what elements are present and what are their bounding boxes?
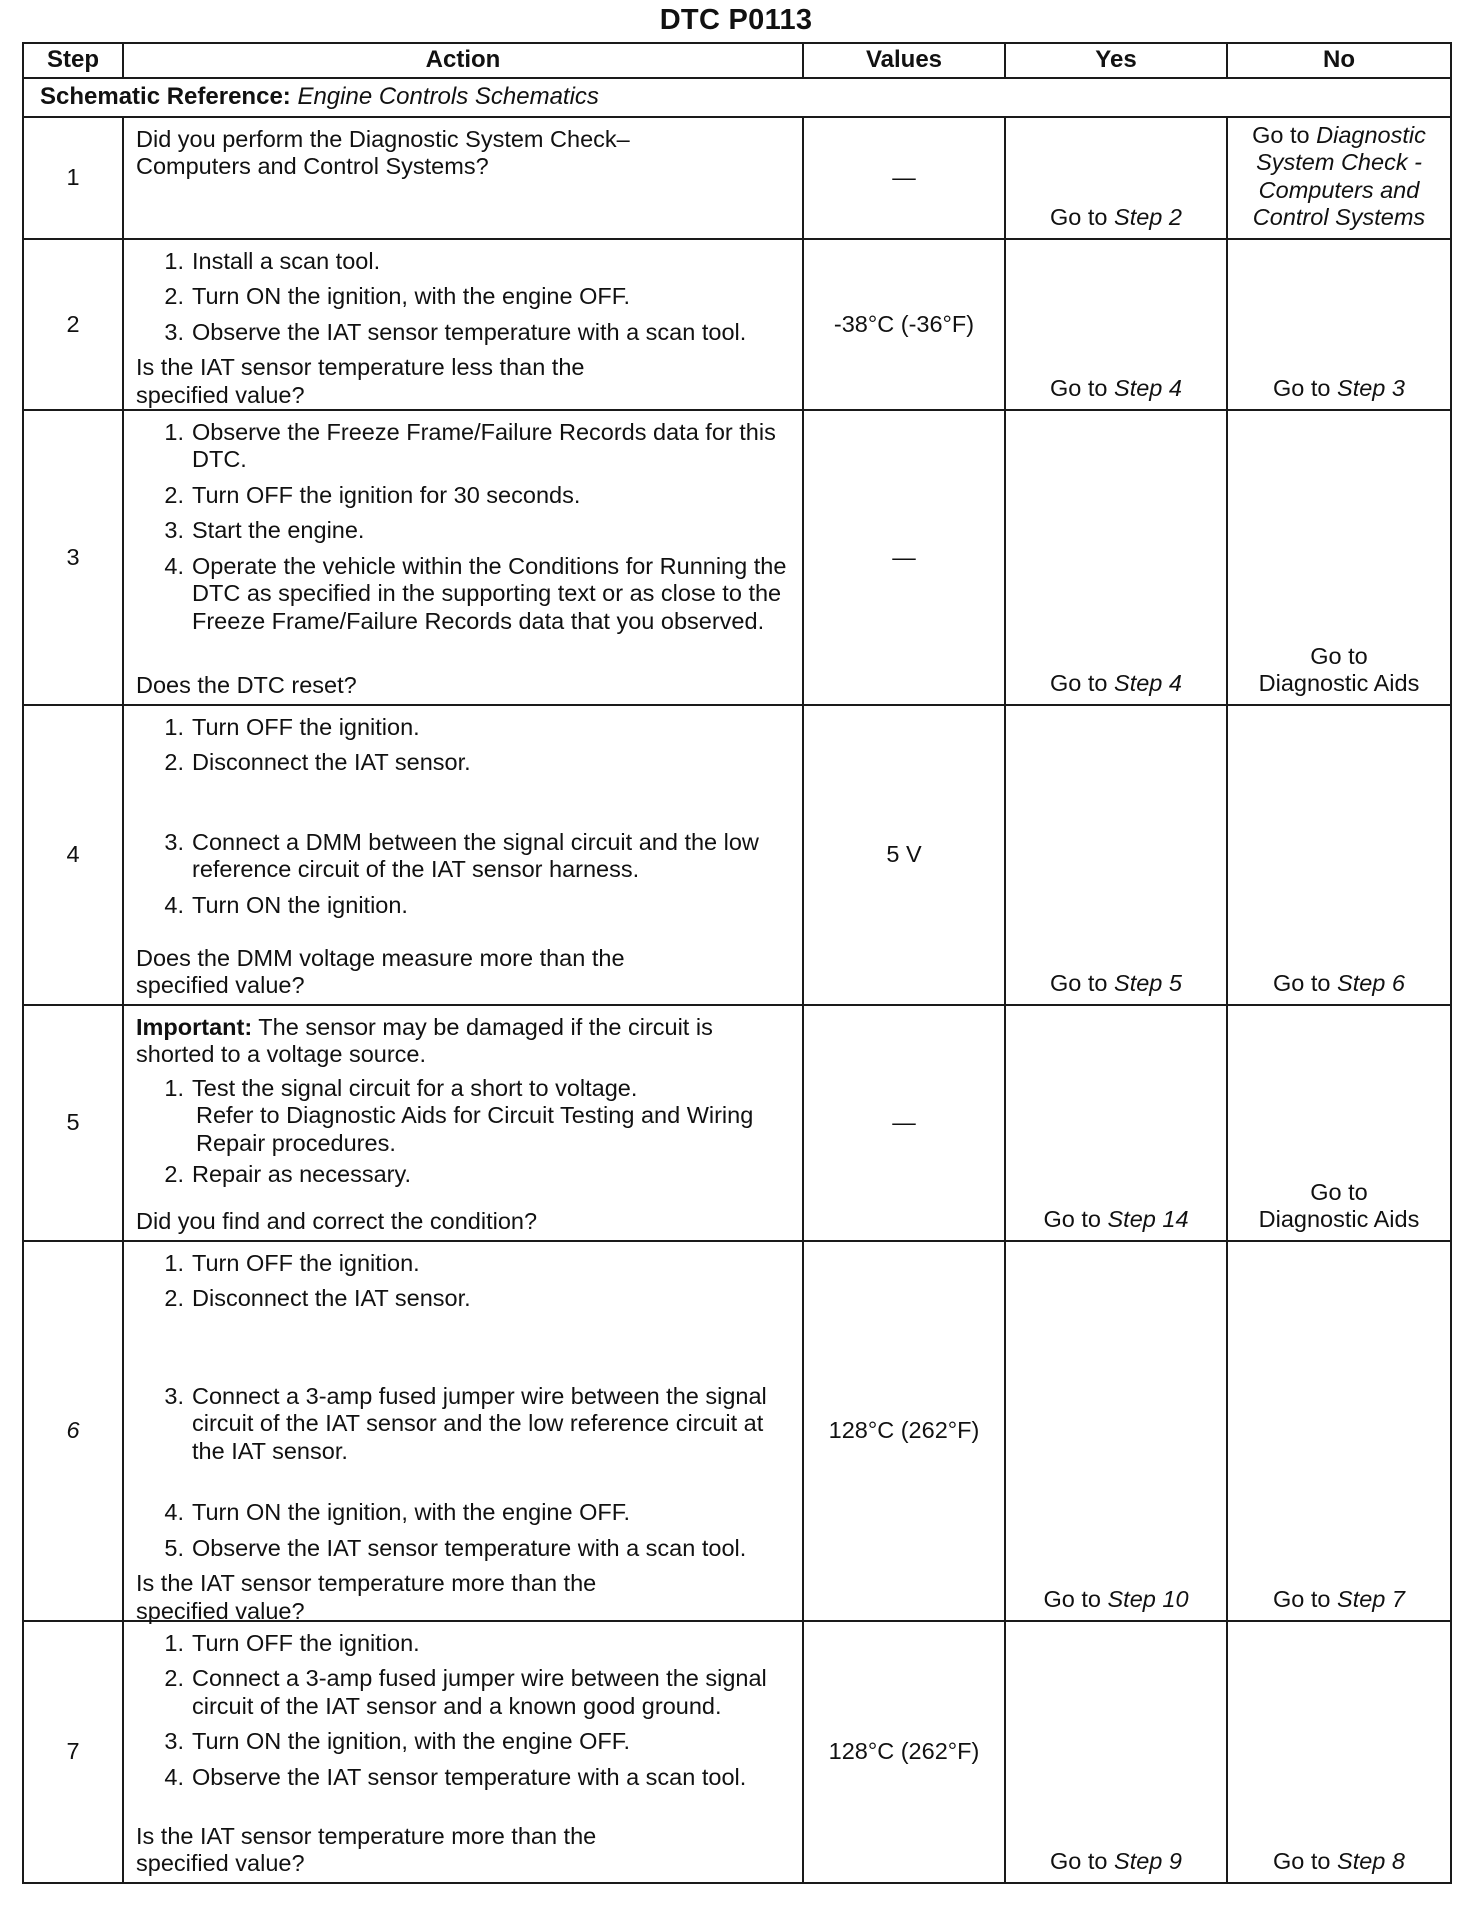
action-steps <box>136 419 796 643</box>
go-to-label: Go to <box>1043 1586 1101 1613</box>
col-header-yes: Yes <box>1005 43 1227 78</box>
col-header-step: Step <box>23 43 123 78</box>
yes-step-link[interactable]: Step 5 <box>1114 970 1182 997</box>
table-row <box>23 705 1451 1005</box>
action-question: Did you find and correct the condition? <box>136 1208 538 1235</box>
yes-cell[interactable] <box>1005 117 1227 239</box>
go-to-label: Go to <box>1273 1848 1331 1875</box>
schematic-label: Schematic Reference: <box>40 83 291 111</box>
action-item: 4. Operate the vehicle within the Conditions for Running the DTC as specified in the supporting text or as close to the Freeze Frame/Failure Records data that you observed. <box>164 552 787 634</box>
action-steps <box>136 1250 796 1570</box>
yes-cell[interactable] <box>1005 1005 1227 1241</box>
action-question: Is the IAT sensor temperature more than the specified value? <box>136 1570 597 1624</box>
go-to-label: Go to <box>1310 1178 1368 1205</box>
action-question: Did you perform the Diagnostic System Check– Computers and Control Systems? <box>136 126 630 180</box>
schematic-reference <box>23 78 1451 117</box>
yes-cell[interactable] <box>1005 239 1227 410</box>
no-cell[interactable] <box>1227 1621 1451 1883</box>
table-row <box>23 1241 1451 1621</box>
yes-step-link[interactable]: Step 9 <box>1114 1848 1182 1875</box>
action-cell <box>123 705 803 1005</box>
step-number: 4 <box>23 705 123 1005</box>
action-steps <box>136 248 796 354</box>
go-to-label: Go to <box>1050 1848 1108 1875</box>
value-cell: — <box>803 117 1005 239</box>
action-item: 3. Start the engine. <box>164 517 365 544</box>
go-to-label: Go to <box>1310 642 1368 669</box>
no-target-link[interactable]: Diagnostic Aids <box>1258 670 1420 697</box>
action-item: 2. Disconnect the IAT sensor. <box>164 1285 471 1312</box>
action-item: 2. Disconnect the IAT sensor. <box>164 749 471 776</box>
value-cell: 128°C (262°F) <box>803 1621 1005 1883</box>
value-cell: -38°C (-36°F) <box>803 239 1005 410</box>
no-step-link[interactable]: Step 7 <box>1337 1586 1405 1613</box>
no-cell[interactable] <box>1227 705 1451 1005</box>
step-number: 5 <box>23 1005 123 1241</box>
yes-step-link[interactable]: Step 14 <box>1107 1206 1189 1233</box>
no-cell[interactable] <box>1227 410 1451 705</box>
table-row <box>23 239 1451 410</box>
yes-cell[interactable] <box>1005 1241 1227 1621</box>
yes-cell[interactable] <box>1005 410 1227 705</box>
action-item: 4. Observe the IAT sensor temperature with a scan tool. <box>164 1763 747 1790</box>
col-header-no: No <box>1227 43 1451 78</box>
action-cell <box>123 1621 803 1883</box>
step-number: 7 <box>23 1621 123 1883</box>
action-steps <box>136 1630 796 1799</box>
step-number: 3 <box>23 410 123 705</box>
table-row <box>23 117 1451 239</box>
action-question: Does the DTC reset? <box>136 672 357 699</box>
action-item: 2. Turn OFF the ignition for 30 seconds. <box>164 481 581 508</box>
diagnostic-table <box>22 42 1452 1884</box>
action-cell <box>123 1005 803 1241</box>
action-item: 1. Test the signal circuit for a short to voltage. Refer to Diagnostic Aids for Circuit Testing and Wiring Repair procedures. <box>192 1075 796 1157</box>
action-item: 4. Turn ON the ignition. <box>164 891 408 918</box>
page-title: DTC P0113 <box>659 4 813 36</box>
action-item: 1. Install a scan tool. <box>164 247 381 274</box>
col-header-values: Values <box>803 43 1005 78</box>
go-to-label: Go to <box>1273 970 1331 997</box>
yes-cell[interactable] <box>1005 1621 1227 1883</box>
important-text: The sensor may be damaged if the circuit is shorted to a voltage source. <box>136 1013 713 1068</box>
yes-step-link[interactable]: Step 4 <box>1114 375 1182 402</box>
action-item: 2. Turn ON the ignition, with the engine OFF. <box>164 283 631 310</box>
no-step-link[interactable]: Step 6 <box>1337 970 1405 997</box>
schematic-link[interactable]: Engine Controls Schematics <box>297 83 599 111</box>
go-to-label: Go to <box>1050 970 1108 997</box>
yes-step-link[interactable]: Step 10 <box>1107 1586 1189 1613</box>
step-number: 1 <box>23 117 123 239</box>
action-question: Is the IAT sensor temperature less than the specified value? <box>136 354 585 408</box>
value-cell: — <box>803 410 1005 705</box>
action-item: 5. Observe the IAT sensor temperature with a scan tool. <box>164 1534 747 1561</box>
important-label: Important: <box>136 1013 253 1040</box>
action-steps <box>136 1075 796 1197</box>
col-header-action: Action <box>123 43 803 78</box>
yes-step-link[interactable]: Step 4 <box>1114 670 1182 697</box>
schematic-reference-row <box>23 78 1451 117</box>
action-item: 2. Connect a 3-amp fused jumper wire between the signal circuit of the IAT sensor and a known good ground. <box>164 1665 767 1719</box>
action-item: 1. Turn OFF the ignition. <box>164 1629 420 1656</box>
action-item: 1. Observe the Freeze Frame/Failure Records data for this DTC. <box>164 418 776 473</box>
action-cell <box>123 410 803 705</box>
action-question: Does the DMM voltage measure more than the specified value? <box>136 944 625 999</box>
no-cell[interactable] <box>1227 1241 1451 1621</box>
action-item: 1. Turn OFF the ignition. <box>164 713 420 740</box>
action-item: 2. Repair as necessary. <box>164 1161 411 1188</box>
no-step-link[interactable]: Step 3 <box>1337 375 1405 402</box>
action-cell <box>123 117 803 239</box>
value-cell: 128°C (262°F) <box>803 1241 1005 1621</box>
go-to-label: Go to <box>1273 1586 1331 1613</box>
go-to-label: Go to <box>1050 670 1108 697</box>
go-to-label: Go to <box>1273 375 1331 402</box>
go-to-label: Go to <box>1050 204 1108 231</box>
no-step-link[interactable]: Step 8 <box>1337 1848 1405 1875</box>
action-item: 3. Turn ON the ignition, with the engine OFF. <box>164 1728 631 1755</box>
action-sub-note: Refer to Diagnostic Aids for Circuit Testing and Wiring Repair procedures. <box>196 1102 754 1156</box>
action-question: Is the IAT sensor temperature more than the specified value? <box>136 1822 597 1877</box>
action-cell <box>123 239 803 410</box>
step-number: 6 <box>23 1241 123 1621</box>
no-cell[interactable] <box>1227 1005 1451 1241</box>
action-item: 3. Observe the IAT sensor temperature with a scan tool. <box>164 318 747 345</box>
go-to-label: Go to <box>1050 375 1108 402</box>
action-steps <box>136 714 796 927</box>
no-target-link[interactable]: Diagnostic System Check - Computers and Control Systems <box>1252 122 1426 231</box>
go-to-label: Go to <box>1252 122 1310 148</box>
action-item: 4. Turn ON the ignition, with the engine OFF. <box>164 1499 631 1526</box>
value-cell: — <box>803 1005 1005 1241</box>
table-row <box>23 1005 1451 1241</box>
important-note <box>136 1014 796 1069</box>
action-item: 3. Connect a 3-amp fused jumper wire between the signal circuit of the IAT sensor and the low reference circuit at the IAT sensor. <box>164 1382 767 1464</box>
yes-step-link[interactable]: Step 2 <box>1114 204 1182 231</box>
header-row <box>23 43 1451 78</box>
no-target-link[interactable]: Diagnostic Aids <box>1258 1206 1420 1233</box>
no-cell[interactable] <box>1227 117 1451 239</box>
table-row <box>23 1621 1451 1883</box>
action-item: 3. Connect a DMM between the signal circuit and the low reference circuit of the IAT sensor harness. <box>164 828 759 883</box>
value-cell: 5 V <box>803 705 1005 1005</box>
step-number: 2 <box>23 239 123 410</box>
no-cell[interactable] <box>1227 239 1451 410</box>
go-to-label: Go to <box>1043 1206 1101 1233</box>
table-row <box>23 410 1451 705</box>
action-item: 1. Turn OFF the ignition. <box>164 1249 420 1276</box>
action-cell <box>123 1241 803 1624</box>
yes-cell[interactable] <box>1005 705 1227 1005</box>
